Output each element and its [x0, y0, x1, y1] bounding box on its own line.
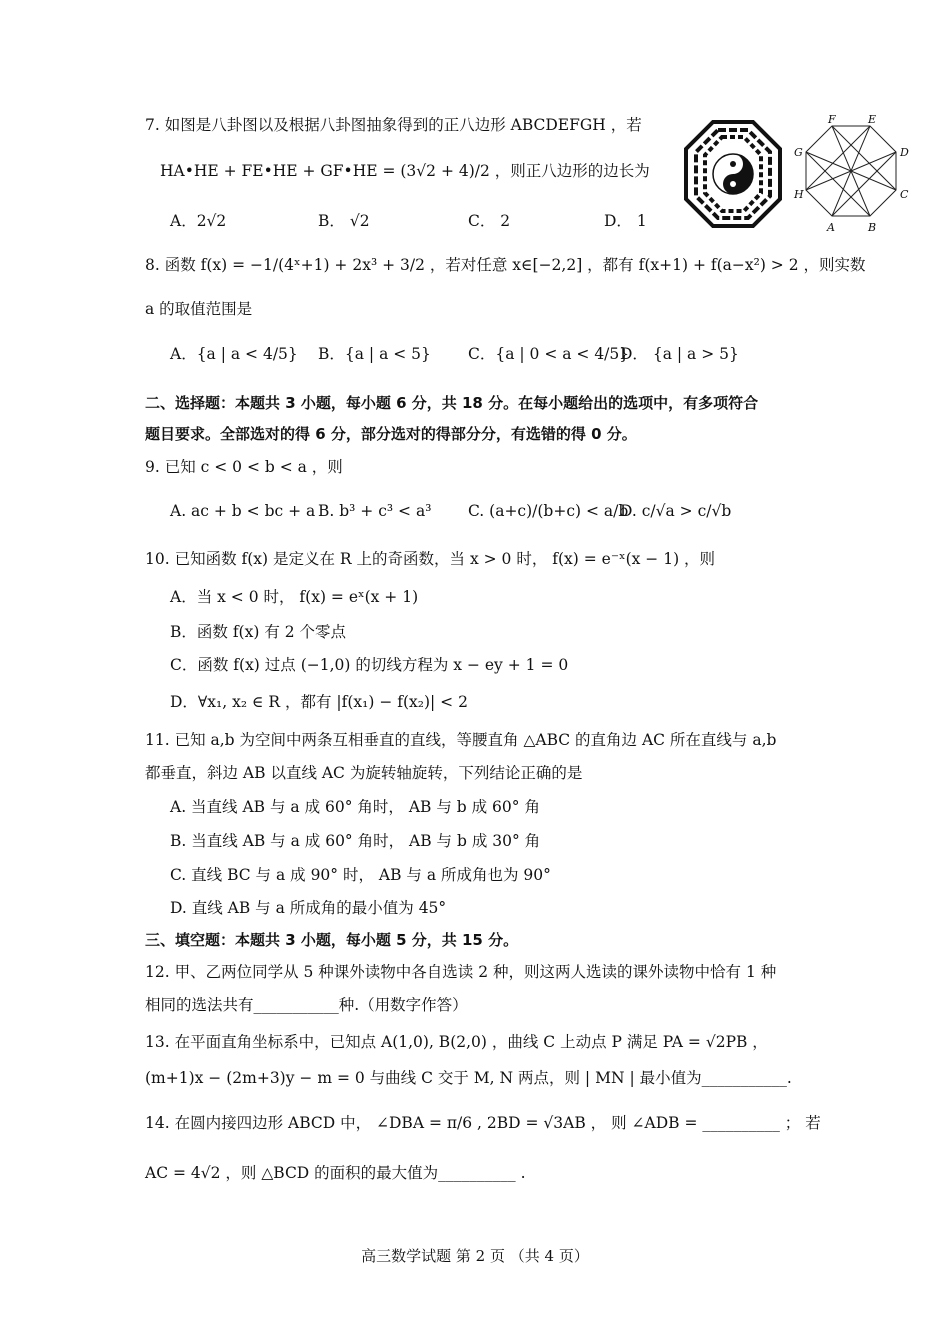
label-h: H	[794, 188, 804, 201]
q7-formula: HA•HE + FE•HE + GF•HE = (3√2 + 4)/2 ，则正八边形的边长为	[160, 162, 650, 180]
yin-yang-icon	[713, 154, 753, 194]
q8-option-c: C．{a | 0 < a < 4/5}	[468, 345, 630, 363]
q12-line-1: 12. 甲、乙两位同学从 5 种课外读物中各自选读 2 种，则这两人选读的课外读物中恰有 1 种	[145, 963, 777, 981]
label-a: A	[827, 221, 835, 234]
bagua-octagon-figure	[684, 112, 920, 242]
q11-option-a: A. 当直线 AB 与 a 成 60° 角时， AB 与 b 成 60° 角	[170, 798, 540, 816]
label-b: B	[868, 221, 877, 234]
q7-stem: 7. 如图是八卦图以及根据八卦图抽象得到的正八边形 ABCDEFGH ，若	[145, 116, 642, 134]
q9-option-c: C. (a+c)/(b+c) < a/b	[468, 502, 629, 520]
section-2-heading-2: 题目要求。全部选对的得 6 分，部分选对的得部分分，有选错的得 0 分。	[145, 425, 637, 443]
q8-stem: 8. 函数 f(x) = −1/(4ˣ+1) + 2x³ + 3/2 ，若对任意 x∈[−2,2] ，都有 f(x+1) + f(a−x²) > 2 ，则实数	[145, 256, 866, 274]
q8-option-a: A．{a | a < 4/5}	[170, 345, 298, 363]
label-c: C	[900, 188, 909, 201]
q12-line-2: 相同的选法共有___________种.（用数字作答）	[145, 996, 468, 1014]
label-f: F	[828, 113, 836, 126]
q8-stem-2: a 的取值范围是	[145, 300, 253, 318]
q9-option-d: D. c/√a > c/√b	[620, 502, 732, 520]
q11-option-b: B. 当直线 AB 与 a 成 60° 角时， AB 与 b 成 30° 角	[170, 832, 541, 850]
q13-line-1: 13. 在平面直角坐标系中，已知点 A(1,0), B(2,0) ，曲线 C 上动点 P 满足 PA = √2PB ，	[145, 1033, 768, 1051]
label-g: G	[794, 146, 803, 159]
q9-stem: 9. 已知 c < 0 < b < a ，则	[145, 458, 343, 476]
q8-option-d: D． {a | a > 5}	[620, 345, 739, 363]
section-2-heading: 二、选择题：本题共 3 小题，每小题 6 分，共 18 分。在每小题给出的选项中，有多项符合	[145, 394, 759, 412]
q14-line-1: 14. 在圆内接四边形 ABCD 中， ∠DBA = π/6 , 2BD = √3AB ， 则 ∠ADB = __________ ； 若	[145, 1114, 821, 1132]
q7-option-d: D． 1	[604, 212, 647, 230]
q10-option-d: D．∀x₁, x₂ ∈ R ，都有 |f(x₁) − f(x₂)| < 2	[170, 693, 468, 711]
q9-option-b: B. b³ + c³ < a³	[318, 502, 432, 520]
q8-option-b: B．{a | a < 5}	[318, 345, 431, 363]
q7-option-b: B． √2	[318, 212, 370, 230]
q11-stem-2: 都垂直，斜边 AB 以直线 AC 为旋转轴旋转，下列结论正确的是	[145, 764, 583, 782]
q10-option-b: B．函数 f(x) 有 2 个零点	[170, 623, 347, 641]
q7-option-c: C． 2	[468, 212, 511, 230]
q10-option-c: C．函数 f(x) 过点 (−1,0) 的切线方程为 x − ey + 1 = 0	[170, 656, 569, 674]
page-footer: 高三数学试题 第 2 页 （共 4 页）	[361, 1247, 589, 1265]
label-d: D	[900, 146, 909, 159]
q7-option-a: A．2√2	[170, 212, 227, 230]
q9-option-a: A. ac + b < bc + a	[170, 502, 316, 520]
octagon	[806, 126, 896, 216]
bagua-diagram	[684, 112, 920, 242]
section-3-heading: 三、填空题：本题共 3 小题，每小题 5 分，共 15 分。	[145, 931, 519, 949]
label-e: E	[868, 113, 877, 126]
q11-option-d: D. 直线 AB 与 a 所成角的最小值为 45°	[170, 899, 447, 917]
q11-option-c: C. 直线 BC 与 a 成 90° 时， AB 与 a 所成角也为 90°	[170, 866, 551, 884]
q10-option-a: A．当 x < 0 时， f(x) = eˣ(x + 1)	[170, 588, 419, 606]
q14-line-2: AC = 4√2 ，则 △BCD 的面积的最大值为__________ .	[145, 1164, 526, 1182]
q10-stem: 10. 已知函数 f(x) 是定义在 R 上的奇函数，当 x > 0 时， f(x) = e⁻ˣ(x − 1) ，则	[145, 550, 716, 568]
q11-stem: 11. 已知 a,b 为空间中两条互相垂直的直线，等腰直角 △ABC 的直角边 AC 所在直线与 a,b	[145, 731, 777, 749]
q13-line-2: (m+1)x − (2m+3)y − m = 0 与曲线 C 交于 M, N 两点，则 | MN | 最小值为___________.	[145, 1069, 792, 1087]
